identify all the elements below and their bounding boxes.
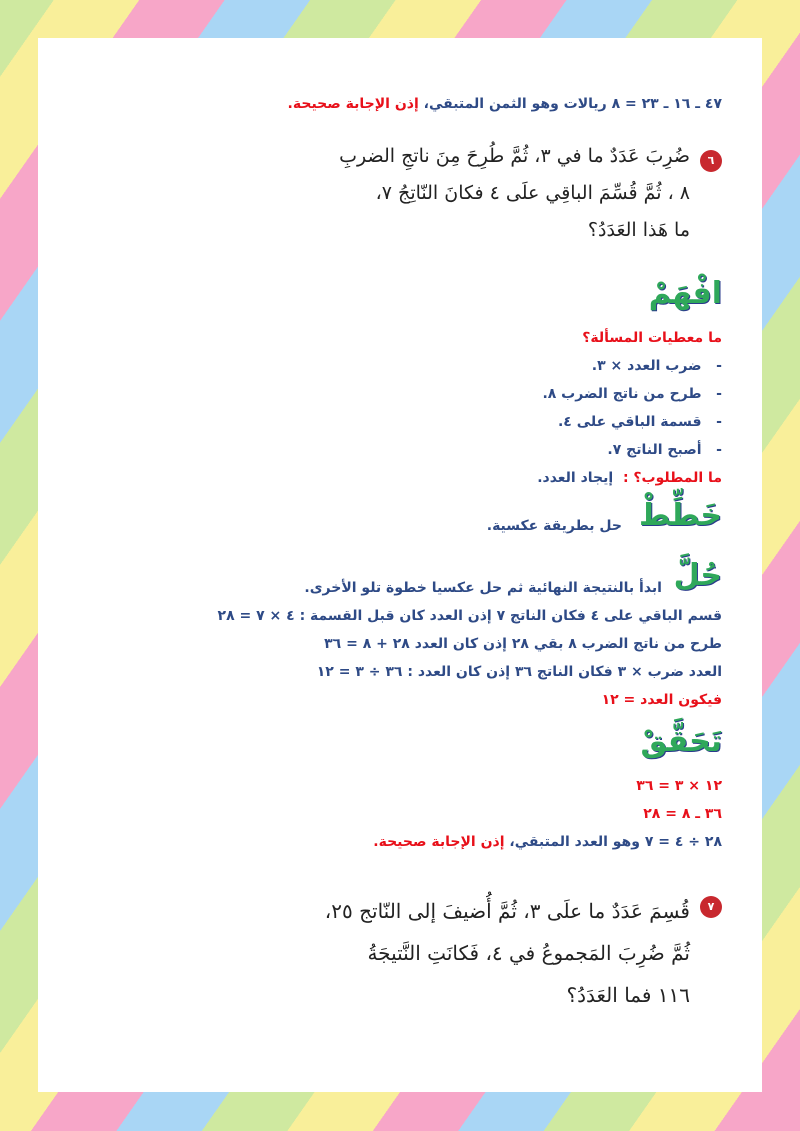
- problem-line: ٨ ، ثُمَّ قُسِّمَ الباقِي علَى ٤ فكانَ النّاتِجُ ٧،: [375, 182, 690, 204]
- problem-7-text: [325, 890, 690, 1016]
- required-line: ما المطلوب؟ : إيجاد العدد.: [537, 470, 722, 486]
- list-item: - طرح من ناتج الضرب ٨.: [542, 386, 722, 402]
- list-item: - ضرب العدد × ٣.: [591, 358, 722, 374]
- solve-heading: حُلَّ: [673, 558, 722, 593]
- list-item: - أصبح الناتج ٧.: [607, 442, 722, 458]
- problem-line: ثُمَّ ضُرِبَ المَجموعُ في ٤، فَكانَتِ النَّتيجَةُ: [367, 941, 690, 965]
- verify-line: ٣٦ ـ ٨ = ٢٨: [643, 806, 722, 822]
- problem-line: قُسِمَ عَدَدٌ ما علَى ٣، ثُمَّ أُضيفَ إلى النّاتج ٢٥،: [324, 899, 690, 923]
- verify-line: ١٢ × ٣ = ٣٦: [636, 778, 722, 794]
- check-conclusion: إذن الإجابة صحيحة.: [287, 96, 419, 112]
- list-item: - قسمة الباقي على ٤.: [557, 414, 722, 430]
- plan-text: حل بطريقة عكسية.: [486, 518, 622, 534]
- problem-line: ما هَذا العَدَدُ؟: [587, 219, 690, 241]
- solve-line: العدد ضرب × ٣ فكان الناتج ٣٦ إذن كان العدد : ٣٦ ÷ ٣ = ١٢: [316, 664, 722, 680]
- problem-number-badge: ٦: [700, 150, 722, 172]
- problem-line: ١١٦ فما العَدَدُ؟: [566, 983, 690, 1007]
- problem-number-badge: ٧: [700, 896, 722, 918]
- solve-result: فيكون العدد = ١٢: [601, 692, 722, 708]
- problem-line: ضُرِبَ عَدَدٌ ما في ٣، ثُمَّ طُرِحَ مِنَ ناتجِ الضربِ: [339, 145, 690, 167]
- verify-last-line: ٢٨ ÷ ٤ = ٧ وهو العدد المتبقي، إذن الإجابة صحيحة.: [373, 834, 722, 850]
- solve-line: طرح من ناتج الضرب ٨ بقي ٢٨ إذن كان العدد ٢٨ + ٨ = ٣٦: [324, 636, 722, 652]
- understand-heading: افْهَمْ: [648, 276, 722, 311]
- solve-line: قسم الباقي على ٤ فكان الناتج ٧ إذن العدد كان قبل القسمة : ٤ × ٧ = ٢٨: [217, 608, 722, 624]
- given-question: ما معطيات المسألة؟: [582, 330, 722, 346]
- check-text: ٤٧ ـ ١٦ ـ ٢٣ = ٨ ريالات وهو الثمن المتبقي،: [423, 96, 722, 112]
- plan-heading: خَطِّطْ: [639, 498, 722, 533]
- previous-check-line: [288, 96, 722, 112]
- solve-line: ابدأ بالنتيجة النهائية ثم حل عكسيا خطوة تلو الأخرى.: [304, 580, 662, 596]
- verify-heading: تَحَقَّقْ: [640, 724, 722, 759]
- worksheet-page: [38, 38, 762, 1092]
- problem-6-text: [339, 138, 690, 249]
